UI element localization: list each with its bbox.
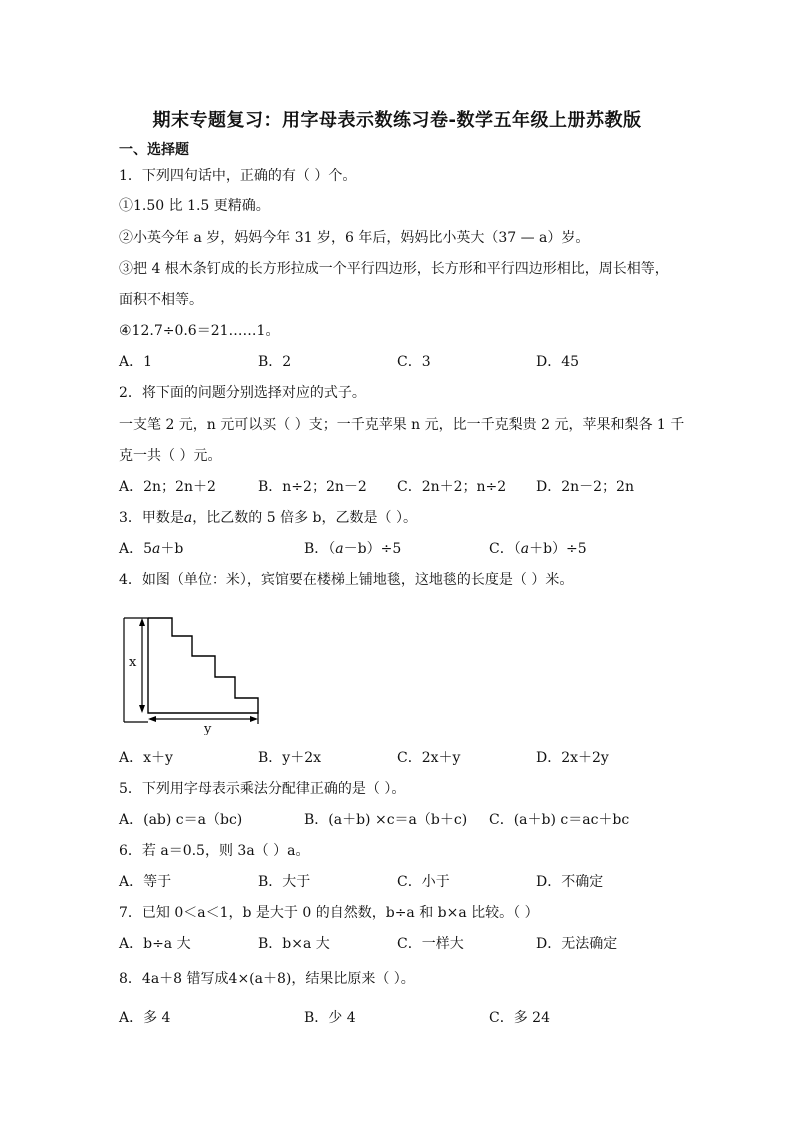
q4-option-a[interactable]: A．x＋y (119, 750, 173, 766)
q5-stem: 5．下列用字母表示乘法分配律正确的是（ ）。 (119, 781, 406, 797)
q8-stem (119, 969, 415, 989)
q7-options (119, 934, 719, 954)
q7-option-c[interactable]: C．一样大 (397, 936, 464, 952)
q4-stem: 4．如图（单位：米），宾馆要在楼梯上铺地毯，这地毯的长度是（ ）米。 (119, 572, 574, 588)
q3-option-b-var: a (335, 541, 344, 557)
q8-option-a[interactable]: A．多 4 (119, 1010, 171, 1026)
q8-stem-pre: 8．4a＋8 错写成 (119, 971, 229, 987)
x-arrow-head-bottom (139, 705, 145, 713)
q1-stem: 1．下列四句话中，正确的有（ ）个。 (119, 168, 357, 184)
q1-option-d[interactable]: D．45 (536, 354, 580, 370)
q8-stem-expr: 4×(a＋8) (228, 971, 292, 987)
q1-option-a[interactable]: A．1 (119, 354, 153, 370)
q4-option-b[interactable]: B．y＋2x (258, 750, 321, 766)
q6-stem: 6．若 a＝0.5，则 3a（ ）a。 (119, 843, 310, 859)
q3-option-b[interactable] (304, 539, 401, 559)
q4-option-c[interactable]: C．2x＋y (397, 750, 461, 766)
q3-stem-post: ，比乙数的 5 倍多 b，乙数是（ ）。 (192, 510, 417, 526)
q3-option-c-pre: C．（ (489, 541, 521, 557)
q8-option-b[interactable]: B．少 4 (304, 1010, 356, 1026)
q6-options (119, 872, 719, 892)
q2-stem: 2．将下面的问题分别选择对应的式子。 (119, 385, 366, 401)
q1-statement-1: ①1.50 比 1.5 更精确。 (119, 198, 270, 214)
q3-option-c-var: a (520, 541, 530, 557)
q2-option-b[interactable]: B．n÷2；2n－2 (258, 479, 367, 495)
x-label: x (129, 655, 137, 670)
q2-line-2: 克一共（ ）元。 (119, 448, 222, 464)
q3-options (119, 539, 719, 559)
q8-options (119, 1008, 719, 1028)
q8-option-c[interactable]: C．多 24 (489, 1010, 550, 1026)
q6-option-b[interactable]: B．大于 (258, 874, 311, 890)
q2-option-a[interactable]: A．2n；2n＋2 (119, 479, 216, 495)
y-label: y (204, 722, 212, 735)
q7-option-a[interactable]: A．b÷a 大 (119, 936, 191, 952)
q2-options (119, 477, 719, 497)
q5-option-b[interactable]: B．(a＋b) ×c＝a（b＋c) (304, 812, 468, 828)
q3-option-a-post: ＋b (160, 541, 184, 557)
q1-statement-4: ④12.7÷0.6＝21……1。 (119, 323, 280, 339)
q7-stem: 7．已知 0＜a＜1，b 是大于 0 的自然数，b÷a 和 b×a 比较。（ ） (119, 905, 539, 921)
q8-stem-post: ，结果比原来（ ）。 (291, 971, 415, 987)
q3-option-a[interactable] (119, 539, 183, 559)
q7-option-b[interactable]: B．b×a 大 (258, 936, 330, 952)
q4-options (119, 748, 719, 768)
q3-option-b-post: －b）÷5 (343, 541, 402, 557)
q7-option-d[interactable]: D．无法确定 (536, 936, 618, 952)
staircase-figure (122, 610, 272, 735)
y-arrow-head-left (148, 716, 156, 722)
q4-option-d[interactable]: D．2x＋2y (536, 750, 609, 766)
x-arrow-head-top (139, 618, 145, 626)
q5-options (119, 810, 719, 830)
q1-statement-3a: ③把 4 根木条钉成的长方形拉成一个平行四边形，长方形和平行四边形相比，周长相等， (119, 261, 669, 277)
q6-option-d[interactable]: D．不确定 (536, 874, 604, 890)
q6-option-a[interactable]: A．等于 (119, 874, 172, 890)
q3-option-b-pre: B．（ (304, 541, 336, 557)
q1-statement-3b: 面积不相等。 (119, 292, 203, 308)
q3-stem-pre: 3．甲数是 (119, 510, 184, 526)
q1-options (119, 352, 719, 372)
page-title: 期末专题复习：用字母表示数练习卷-数学五年级上册苏教版 (152, 110, 642, 131)
q6-option-c[interactable]: C．小于 (397, 874, 450, 890)
q1-statement-2: ②小英今年 a 岁，妈妈今年 31 岁，6 年后，妈妈比小英大（37 — a）岁。 (119, 230, 590, 246)
y-arrow-head-right (250, 716, 258, 722)
q5-option-c[interactable]: C．(a＋b) c＝ac＋bc (489, 812, 630, 828)
section-heading: 一、选择题 (119, 142, 189, 158)
q1-option-c[interactable]: C．3 (397, 354, 431, 370)
staircase-outline (148, 618, 258, 713)
q3-option-c-post: ＋b）÷5 (529, 541, 587, 557)
q2-option-c[interactable]: C．2n＋2；n÷2 (397, 479, 507, 495)
q3-stem-var: a (183, 510, 193, 526)
q1-option-b[interactable]: B．2 (258, 354, 292, 370)
q3-stem (119, 508, 417, 528)
q2-option-d[interactable]: D．2n－2；2n (536, 479, 634, 495)
q3-option-a-pre: A．5 (119, 541, 153, 557)
q2-line-1: 一支笔 2 元，n 元可以买（ ）支；一千克苹果 n 元，比一千克梨贵 2 元，苹果和梨各 1 千 (119, 417, 685, 433)
q3-option-a-var: a (152, 541, 161, 557)
q5-option-a[interactable]: A．(ab) c＝a（bc) (119, 812, 243, 828)
q3-option-c[interactable] (489, 539, 587, 559)
